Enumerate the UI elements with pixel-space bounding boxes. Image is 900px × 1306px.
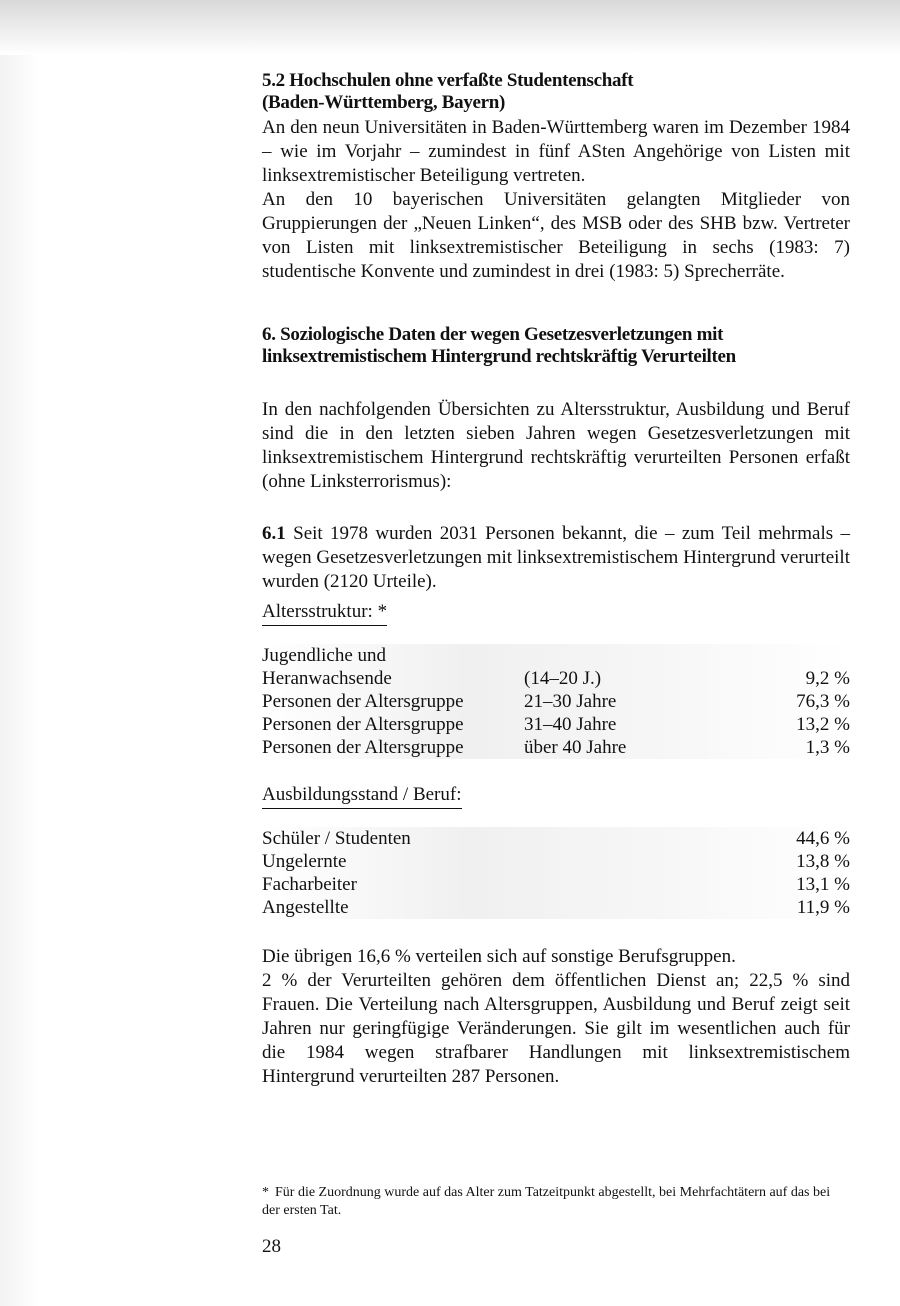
page-body bbox=[262, 70, 850, 1089]
closing-line1: Die übrigen 16,6 % verteilen sich auf sonstige Berufsgruppen. bbox=[262, 946, 736, 967]
education-percent: 13,8 % bbox=[796, 851, 850, 872]
age-structure-heading: Altersstruktur: * bbox=[262, 600, 387, 626]
section-5-2-paragraph2: An den 10 bayerischen Universitäten gelangten Mitglieder von Gruppierungen der „Neuen Linken“, des MSB oder des SHB bzw. Vertreter von Listen mit linksextremistischer Beteiligung in sechs (1983: 7) studentische Konvente und zumindest in drei (1983: 5) Sprecherräte. bbox=[262, 189, 850, 282]
education-table bbox=[262, 827, 850, 919]
age-range: 31–40 Jahre bbox=[524, 714, 617, 735]
closing-paragraph: 2 % der Verurteilten gehören dem öffentlichen Dienst an; 22,5 % sind Frauen. Die Verteilung nach Altersgruppen, Ausbildung und Beruf zeigt seit Jahren nur geringfügige Veränderungen. Sie gilt im wesentlichen auch für die 1984 wegen strafbarer Handlungen mit linksextremistischem Hintergrund verurteilten 287 Personen. bbox=[262, 970, 850, 1087]
page-number: 28 bbox=[262, 1236, 281, 1257]
age-range: (14–20 J.) bbox=[524, 668, 602, 689]
footnote-marker: * bbox=[262, 1185, 269, 1200]
education-percent: 44,6 % bbox=[796, 828, 850, 849]
age-percent: 9,2 % bbox=[805, 668, 850, 689]
education-label: Facharbeiter bbox=[262, 874, 357, 895]
table-row bbox=[262, 850, 850, 873]
scan-edge-shadow bbox=[0, 0, 900, 55]
age-label: Personen der Altersgruppe bbox=[262, 714, 464, 735]
education-percent: 13,1 % bbox=[796, 874, 850, 895]
section-5-2-title-line1: 5.2 Hochschulen ohne verfaßte Studentenschaft bbox=[262, 70, 634, 91]
age-percent: 76,3 % bbox=[796, 691, 850, 712]
table-row bbox=[262, 896, 850, 919]
table-row bbox=[262, 713, 850, 736]
section-6-title: 6. Soziologische Daten der wegen Gesetzesverletzungen mit linksextremistischem Hintergrund rechtskräftig Verurteilten bbox=[262, 324, 736, 367]
age-range: 21–30 Jahre bbox=[524, 691, 617, 712]
age-structure-table bbox=[262, 644, 850, 759]
section-6-1-paragraph bbox=[262, 522, 850, 594]
education-label: Schüler / Studenten bbox=[262, 828, 411, 849]
footnote-text: Für die Zuordnung wurde auf das Alter zum Tatzeitpunkt abgestellt, bei Mehrfachtätern auf das bei der ersten Tat. bbox=[262, 1185, 831, 1218]
education-heading: Ausbildungsstand / Beruf: bbox=[262, 783, 462, 809]
table-row bbox=[262, 736, 850, 759]
education-percent: 11,9 % bbox=[796, 897, 850, 918]
age-label-prefix: Jugendliche und bbox=[262, 645, 387, 666]
table-row bbox=[262, 667, 850, 690]
table-row bbox=[262, 690, 850, 713]
table-row bbox=[262, 644, 850, 667]
age-label: Heranwachsende bbox=[262, 668, 392, 689]
age-label: Personen der Altersgruppe bbox=[262, 737, 464, 758]
education-label: Angestellte bbox=[262, 897, 349, 918]
age-percent: 1,3 % bbox=[805, 737, 850, 758]
age-label: Personen der Altersgruppe bbox=[262, 691, 464, 712]
section-6-intro: In den nachfolgenden Übersichten zu Altersstruktur, Ausbildung und Beruf sind die in den letzten sieben Jahren wegen Gesetzesverletzungen mit linksextremistischem Hintergrund rechtskräftig verurteilten Personen erfaßt (ohne Linksterrorismus): bbox=[262, 399, 850, 492]
scan-margin-shadow bbox=[0, 55, 40, 1306]
education-label: Ungelernte bbox=[262, 851, 347, 872]
table-row bbox=[262, 873, 850, 896]
footnote bbox=[262, 1184, 850, 1220]
age-range: über 40 Jahre bbox=[524, 737, 627, 758]
section-5-2-paragraph1: An den neun Universitäten in Baden-Württemberg waren im Dezember 1984 – wie im Vorjahr – zumindest in fünf ASten Angehörige von Listen mit linksextremistischer Beteiligung vertreten. bbox=[262, 117, 850, 186]
age-percent: 13,2 % bbox=[796, 714, 850, 735]
section-6-1-text: Seit 1978 wurden 2031 Personen bekannt, die – zum Teil mehrmals – wegen Gesetzesverletzungen mit linksextremistischem Hintergrund verurteilt wurden (2120 Urteile). bbox=[262, 523, 850, 592]
section-6-1-number: 6.1 bbox=[262, 523, 286, 544]
section-5-2-title-line2: (Baden-Württemberg, Bayern) bbox=[262, 92, 506, 113]
table-row bbox=[262, 827, 850, 850]
